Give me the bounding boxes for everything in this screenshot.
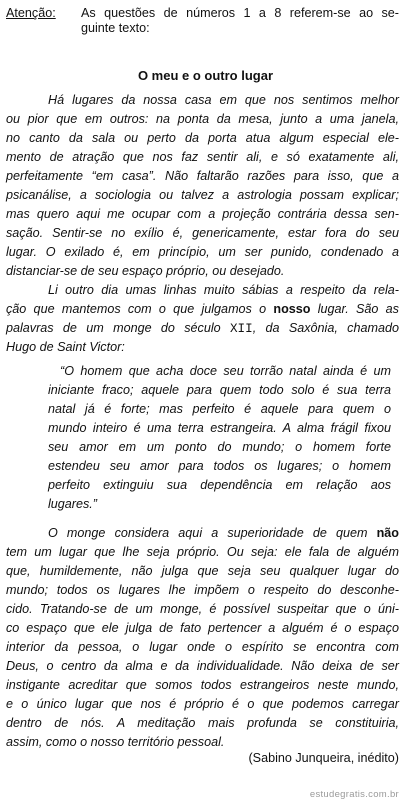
quote-line: iniciante fraco; aquele para quem todo solo é sua terra — [48, 383, 391, 397]
text-span: palavras de um monge do século — [6, 321, 230, 335]
text-line: interior da pessoa, o lugar onde o espírito se encontra com — [6, 640, 399, 654]
quote-line: “O homem que acha doce seu torrão natal ainda é um — [60, 364, 391, 378]
text-line — [48, 524, 399, 543]
text-line — [6, 300, 399, 319]
text-line: e o único lugar que nos é próprio é o que podemos carregar — [6, 697, 399, 711]
text-line: instigante acreditar que somos todos estrangeiros neste mundo, — [6, 678, 399, 692]
text-span: O monge considera aqui a superioridade de quem — [48, 526, 377, 540]
text-line: mundo; todos os lugares lhe impõem o respeito do desconhe- — [6, 583, 399, 597]
text-line: Há lugares da nossa casa em que nos sentimos melhor — [48, 93, 399, 107]
quote-line: lugares.” — [48, 497, 97, 511]
text-line: ou pior que em outros: na ponta da mesa, junto a uma janela, — [6, 112, 399, 126]
emphasis-nosso: nosso — [273, 302, 311, 316]
quote-line: seu amor em um ponto do mundo; o homem forte — [48, 440, 391, 454]
text-line: que, humildemente, não julga que seja seu qualquer lugar do — [6, 564, 399, 578]
quote-line: perfeito extinguiu sua dependência em relação aos — [48, 478, 391, 492]
quote-line: estendeu seu amor para todos os lugares; o homem — [48, 459, 391, 473]
text-line: sação. Sentir-se no exílio é, genericamente, estar fora do seu — [6, 226, 399, 240]
quote-line: natal já é forte; mas perfeito é aquele para quem o — [48, 402, 391, 416]
text-line: no canto da sala ou perto da porta atua algum especial ele- — [6, 131, 399, 145]
text-line: mas quero aqui me ocupar com a projeção contrária dessa sen- — [6, 207, 399, 221]
text-span: ção que mantemos com o que julgamos o — [6, 302, 274, 316]
attention-text-line2: guinte texto: — [81, 21, 150, 35]
text-line: lugar. O exilado é, em princípio, um ser punido, condenado a — [6, 245, 399, 259]
quote-line: mundo inteiro é uma terra estrangeira. A alma frágil fixou — [48, 421, 391, 435]
text-line: perfeitamente “em casa”. Não faltarão razões para isso, que a — [6, 169, 399, 183]
watermark: estudegratis.com.br — [309, 789, 399, 800]
text-line: assim, como o nosso território pessoal. — [6, 735, 225, 749]
text-span: lugar. São as — [310, 302, 399, 316]
attention-text-line1: As questões de números 1 a 8 referem-se ao se- — [81, 6, 399, 20]
text-line: mento de atração que nos faz sentir ali, e só exatamente ali, — [6, 150, 399, 164]
text-title: O meu e o outro lugar — [137, 68, 274, 83]
text-line: psicanálise, a sociologia ou talvez a astrologia possam explicar; — [6, 188, 399, 202]
text-line: Hugo de Saint Victor: — [6, 340, 125, 354]
emphasis-nao: não — [376, 526, 399, 540]
text-line: tem um lugar que lhe seja próprio. Ou seja: ele fala de alguém — [6, 545, 399, 559]
attention-label: Atenção: — [6, 6, 56, 20]
text-line: distanciar-se de seu espaço próprio, ou desejado. — [6, 264, 285, 278]
text-line: Deus, o centro da alma e da individualidade. Não deixa de ser — [6, 659, 399, 673]
text-span: , da Saxônia, chamado — [252, 321, 399, 335]
roman-numeral: XII — [230, 322, 253, 336]
text-line: cido. Tratando-se de um monge, é possível suspeitar que o úni- — [6, 602, 399, 616]
text-line — [6, 319, 399, 338]
source-attribution: (Sabino Junqueira, inédito) — [248, 751, 399, 765]
text-line: co espaço que ele julga de fato pertencer a alguém é o espaço — [6, 621, 399, 635]
text-line: dentro de nós. A meditação mais profunda se constituiria, — [6, 716, 399, 730]
text-line: Li outro dia umas linhas muito sábias a respeito da rela- — [48, 283, 399, 297]
